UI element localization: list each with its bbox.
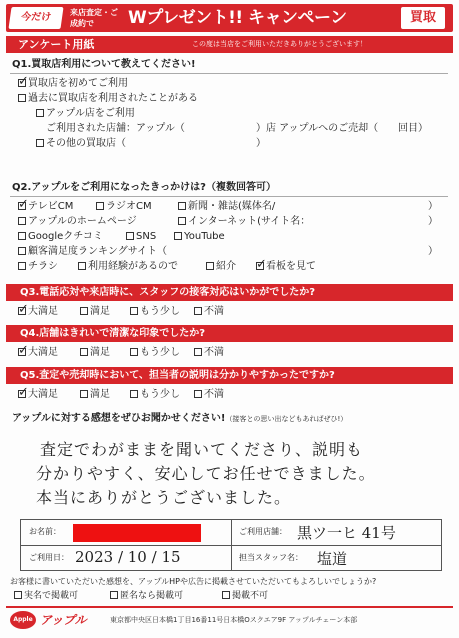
detail-label: ）店 アップルへのご売却（ bbox=[256, 123, 379, 134]
check-mark-icon: ✓ bbox=[18, 385, 29, 400]
q2-option-paper[interactable] bbox=[178, 200, 275, 213]
consent-anonymous[interactable] bbox=[110, 590, 183, 602]
option-label: インターネット(サイト名： bbox=[188, 216, 311, 227]
q1-option-apple[interactable] bbox=[36, 107, 135, 120]
store-label: ご利用店舗： bbox=[239, 527, 287, 536]
name-label: お名前： bbox=[29, 527, 61, 536]
option-label: もう少し bbox=[140, 389, 180, 400]
q4-header bbox=[6, 325, 453, 342]
option-label: 大満足 bbox=[28, 389, 58, 400]
checkbox[interactable] bbox=[18, 197, 29, 212]
q3-header bbox=[6, 284, 453, 301]
customer-info-table bbox=[20, 519, 442, 571]
q2-option-internet[interactable] bbox=[178, 215, 310, 228]
q5-option-2[interactable] bbox=[130, 388, 180, 401]
q1-other-close: ） bbox=[256, 138, 266, 149]
checkbox[interactable] bbox=[80, 348, 88, 356]
survey-note: この度は当店をご利用いただきありがとうございます！ bbox=[192, 40, 367, 48]
q4-option-0[interactable] bbox=[18, 343, 58, 359]
date-label: ご利用日： bbox=[29, 553, 69, 562]
q1-option-first[interactable] bbox=[18, 74, 128, 90]
checkbox[interactable] bbox=[174, 232, 182, 240]
checkbox[interactable] bbox=[178, 202, 186, 210]
divider bbox=[231, 546, 232, 571]
q2-option-experience[interactable] bbox=[78, 260, 178, 273]
checkbox[interactable] bbox=[14, 591, 22, 599]
option-label: 紹介 bbox=[216, 261, 236, 272]
q2-internet-close: ） bbox=[428, 216, 438, 227]
checkbox[interactable] bbox=[18, 343, 29, 358]
option-label: 匿名なら掲載可 bbox=[120, 591, 184, 601]
q2-option-youtube[interactable] bbox=[174, 230, 225, 243]
q5-option-1[interactable] bbox=[80, 388, 110, 401]
q1-apple-detail bbox=[46, 122, 185, 135]
q1-option-past[interactable] bbox=[18, 92, 198, 105]
q3-option-1[interactable] bbox=[80, 305, 110, 318]
option-label: 過去に買取店を利用されたことがある bbox=[28, 93, 198, 104]
company-address: 東京都中央区日本橋1丁目16番11号日本橋Oスクエア9F アップルチェーン本部 bbox=[110, 616, 358, 624]
checkbox[interactable] bbox=[18, 302, 29, 317]
staff-value: 塩道 bbox=[317, 550, 348, 568]
checkbox[interactable] bbox=[18, 94, 26, 102]
option-label: その他の買取店（ bbox=[46, 138, 126, 149]
feedback-subheading: （接客との思い出などもあればぜひ!） bbox=[225, 415, 348, 423]
feedback-line-2: 分かりやすく、安心してお任せできました。 bbox=[36, 464, 376, 483]
q2-option-hp[interactable] bbox=[18, 215, 137, 228]
check-mark-icon: ✓ bbox=[18, 343, 29, 358]
option-label: チラシ bbox=[28, 261, 58, 272]
kaitori-badge: 買取 bbox=[401, 7, 445, 29]
feedback-heading: アップルに対する感想をぜひお聞かせください! bbox=[12, 413, 226, 424]
info-row-1 bbox=[21, 520, 441, 545]
checkbox[interactable] bbox=[178, 217, 186, 225]
q1-title: Q1.買取店利用について教えてください! bbox=[12, 59, 196, 70]
q1-apple-detail-3 bbox=[398, 122, 428, 135]
option-label: テレビCM bbox=[28, 201, 74, 212]
checkbox[interactable] bbox=[222, 591, 230, 599]
divider bbox=[10, 196, 448, 197]
banner-subtext: 来店査定・ご成約で bbox=[70, 8, 118, 28]
q2-option-signboard[interactable] bbox=[256, 257, 316, 273]
staff-label: 担当スタッフ名： bbox=[239, 553, 303, 562]
q2-title: Q2.アップルをご利用になったきっかけは?（複数回答可） bbox=[12, 182, 276, 193]
option-label: 満足 bbox=[90, 347, 110, 358]
q4-option-1[interactable] bbox=[80, 346, 110, 359]
q3-option-3[interactable] bbox=[194, 305, 224, 318]
feedback-line-3: 本当にありがとうございました。 bbox=[36, 488, 292, 507]
q4-option-3[interactable] bbox=[194, 346, 224, 359]
campaign-banner bbox=[6, 4, 453, 32]
checkbox[interactable] bbox=[18, 217, 26, 225]
footer-divider bbox=[6, 606, 453, 608]
checkbox[interactable] bbox=[96, 202, 104, 210]
q5-title: Q5.査定や売却時において、担当者の説明は分かりやすかったですか? bbox=[20, 370, 335, 381]
option-label: 大満足 bbox=[28, 306, 58, 317]
survey-title: アンケート用紙 bbox=[18, 38, 95, 51]
checkbox[interactable] bbox=[194, 390, 202, 398]
option-label: 利用経験があるので bbox=[88, 261, 178, 272]
checkbox[interactable] bbox=[126, 232, 134, 240]
option-label: アップルのホームページ bbox=[28, 216, 137, 227]
option-label: ラジオCM bbox=[106, 201, 152, 212]
checkbox[interactable] bbox=[18, 385, 29, 400]
check-mark-icon: ✓ bbox=[18, 74, 29, 89]
date-value: 2023 / 10 / 15 bbox=[75, 548, 181, 566]
detail-label: ご利用された店舗：アップル（ bbox=[46, 123, 185, 134]
checkbox[interactable] bbox=[130, 307, 138, 315]
checkbox[interactable] bbox=[206, 262, 214, 270]
option-label: 新聞・雑誌(媒体名/ bbox=[188, 201, 276, 212]
info-row-2 bbox=[21, 545, 441, 570]
q5-header bbox=[6, 367, 453, 384]
q2-option-flyer[interactable] bbox=[18, 260, 58, 273]
consent-no[interactable] bbox=[222, 590, 268, 602]
option-label: 実名で掲載可 bbox=[24, 591, 79, 601]
survey-header bbox=[6, 36, 453, 53]
checkbox[interactable] bbox=[18, 262, 26, 270]
option-label: 掲載不可 bbox=[232, 591, 269, 601]
q5-option-0[interactable] bbox=[18, 385, 58, 401]
consent-question: お客様に書いていただいた感想を、アップルHPや広告に掲載させていただいてもよろしいでしょうか? bbox=[10, 577, 377, 586]
feedback-title bbox=[12, 412, 347, 426]
feedback-line-1: 査定でわがままを聞いてくださり、説明も bbox=[40, 440, 364, 459]
checkbox[interactable] bbox=[36, 139, 44, 147]
checkbox[interactable] bbox=[256, 257, 267, 272]
checkbox[interactable] bbox=[194, 348, 202, 356]
option-label: アップル店をご利用 bbox=[46, 108, 135, 119]
checkbox[interactable] bbox=[130, 348, 138, 356]
option-label: 買取店を初めてご利用 bbox=[28, 78, 128, 89]
option-label: 大満足 bbox=[28, 347, 58, 358]
q2-option-intro[interactable] bbox=[206, 260, 236, 273]
checkbox[interactable] bbox=[78, 262, 86, 270]
check-mark-icon: ✓ bbox=[18, 302, 29, 317]
q5-option-3[interactable] bbox=[194, 388, 224, 401]
q1-option-other[interactable] bbox=[36, 137, 126, 150]
q4-option-2[interactable] bbox=[130, 346, 180, 359]
option-label: 看板を見て bbox=[266, 261, 316, 272]
divider bbox=[231, 520, 232, 545]
checkbox[interactable] bbox=[18, 74, 29, 89]
check-mark-icon: ✓ bbox=[18, 197, 29, 212]
detail-label: 回目） bbox=[398, 123, 428, 134]
q1-apple-detail-2 bbox=[256, 122, 378, 135]
q2-option-radio[interactable] bbox=[96, 200, 152, 213]
limited-badge: 今だけ bbox=[8, 7, 63, 29]
option-label: 満足 bbox=[90, 306, 110, 317]
q3-option-2[interactable] bbox=[130, 305, 180, 318]
checkbox[interactable] bbox=[130, 390, 138, 398]
q2-option-google[interactable] bbox=[18, 230, 103, 243]
consent-real-name[interactable] bbox=[14, 590, 78, 602]
divider bbox=[10, 73, 448, 74]
name-redaction bbox=[73, 524, 201, 542]
q2-option-sns[interactable] bbox=[126, 230, 156, 243]
option-label: Googleクチコミ bbox=[28, 231, 103, 242]
option-label: SNS bbox=[136, 231, 157, 242]
checkbox[interactable] bbox=[80, 307, 88, 315]
store-value: 黒ツ一ヒ 41号 bbox=[297, 524, 396, 542]
q4-title: Q4.店舗はきれいで清潔な印象でしたか? bbox=[20, 328, 206, 339]
option-label: もう少し bbox=[140, 347, 180, 358]
q2-ranking-close: ） bbox=[428, 246, 438, 257]
option-label: 不満 bbox=[204, 389, 224, 400]
q2-option-tv[interactable] bbox=[18, 197, 74, 213]
q3-title: Q3.電話応対や来店時に、スタッフの接客対応はいかがでしたか? bbox=[20, 287, 316, 298]
option-label: 不満 bbox=[204, 347, 224, 358]
checkbox[interactable] bbox=[110, 591, 118, 599]
q2-option-ranking[interactable] bbox=[18, 245, 167, 258]
checkbox[interactable] bbox=[80, 390, 88, 398]
checkbox[interactable] bbox=[18, 232, 26, 240]
option-label: 顧客満足度ランキングサイト（ bbox=[28, 246, 167, 257]
option-label: 不満 bbox=[204, 306, 224, 317]
option-label: もう少し bbox=[140, 306, 180, 317]
brand-name: アップル bbox=[40, 613, 87, 627]
checkbox[interactable] bbox=[36, 109, 44, 117]
checkbox[interactable] bbox=[194, 307, 202, 315]
option-label: 満足 bbox=[90, 389, 110, 400]
q2-paper-close: ） bbox=[428, 201, 438, 212]
option-label: YouTube bbox=[184, 231, 225, 242]
q3-option-0[interactable] bbox=[18, 302, 58, 318]
banner-title: Wプレゼント!! キャンペーン bbox=[128, 8, 347, 28]
checkbox[interactable] bbox=[18, 247, 26, 255]
check-mark-icon: ✓ bbox=[256, 257, 267, 272]
apple-logo-icon: Apple bbox=[10, 611, 36, 629]
